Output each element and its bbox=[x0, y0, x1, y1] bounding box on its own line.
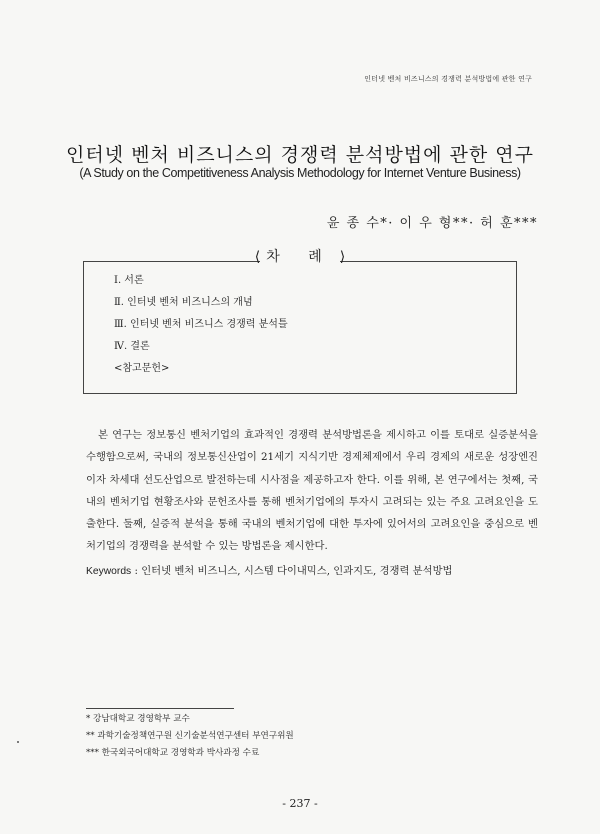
toc-heading-label: 차 례 bbox=[260, 249, 340, 265]
toc-item: <참고문헌> bbox=[114, 363, 170, 374]
paper-title-korean: 인터넷 벤처 비즈니스의 경쟁력 분석방법에 관한 연구 bbox=[65, 144, 535, 166]
keywords-separator: : bbox=[131, 565, 142, 577]
footnote-item: * 강남대학교 경영학부 교수 bbox=[86, 714, 190, 724]
abstract-paragraph: 본 연구는 정보통신 벤처기업의 효과적인 경쟁력 분석방법론을 제시하고 이를 토대로 실증분석을 수행함으로써, 국내의 정보통신산업이 21세기 지식기반 경제체제에서 우리 경제의 새로운 성장엔진이자 차세대 선도산업으로 발전하는데 시사점을 제공하고자 한다. 이를 위해, 본 연구에서는 첫째, 국내의 벤처기업 현황조사와 문헌조사를 통해 벤처기업에의 투자시 고려되는 있는 주요 고려요인을 도출한다. 둘째, 실증적 분석을 통해 국내의 벤처기업에 대한 투자에 있어서의 고려요인을 중심으로 벤처기업의 경쟁력을 분석할 수 있는 방법론을 제시한다. bbox=[86, 429, 538, 553]
toc-list bbox=[114, 270, 288, 380]
paper-title-english: (A Study on the Competitiveness Analysis Methodology for Internet Venture Business) bbox=[79, 166, 521, 180]
toc-heading bbox=[0, 246, 600, 266]
page-number: - 237 - bbox=[282, 797, 318, 810]
toc-bracket-right: ⟩ bbox=[339, 249, 346, 265]
footnote-item: *** 한국외국어대학교 경영학과 박사과정 수료 bbox=[86, 748, 260, 758]
author-list: 윤 종 수*· 이 우 형**· 허 훈*** bbox=[326, 216, 538, 231]
toc-bracket-left: ⟨ bbox=[254, 249, 261, 265]
footnote-divider bbox=[86, 708, 234, 709]
running-head: 인터넷 벤처 비즈니스의 경쟁력 분석방법에 관한 연구 bbox=[364, 75, 532, 83]
scan-speck bbox=[17, 741, 19, 743]
toc-item: Ⅱ. 인터넷 벤처 비즈니스의 개념 bbox=[114, 297, 253, 308]
footnote-item: ** 과학기술정책연구원 신기술분석연구센터 부연구위원 bbox=[86, 731, 294, 741]
toc-item: Ⅲ. 인터넷 벤처 비즈니스 경쟁력 분석틀 bbox=[114, 319, 288, 330]
keywords-text: 인터넷 벤처 비즈니스, 시스템 다이내믹스, 인과지도, 경쟁력 분석방법 bbox=[141, 565, 453, 577]
toc-item: Ⅰ. 서론 bbox=[114, 275, 144, 286]
toc-item: Ⅳ. 결론 bbox=[114, 341, 150, 352]
keywords-line bbox=[86, 562, 452, 577]
footnotes bbox=[86, 711, 294, 762]
keywords-label: Keywords bbox=[86, 566, 132, 577]
